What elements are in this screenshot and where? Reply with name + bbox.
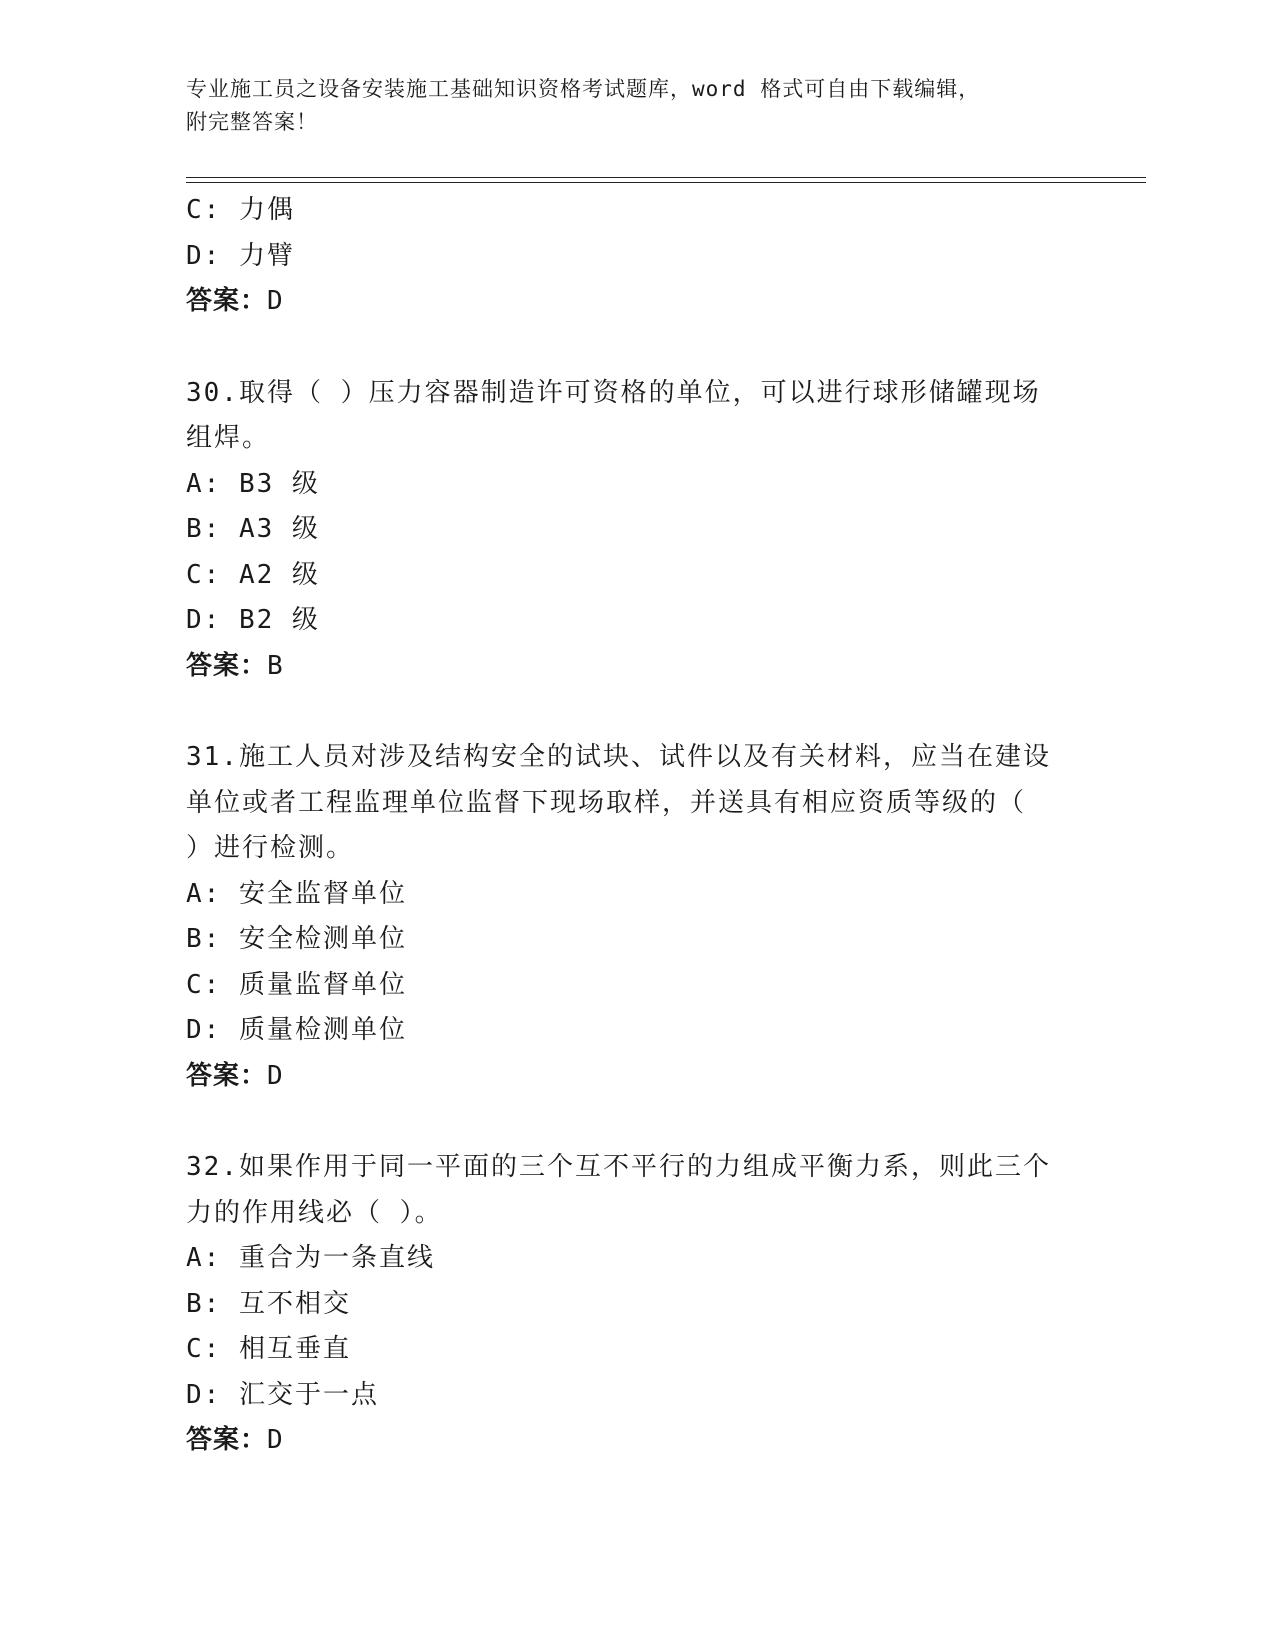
question-text: 31.施工人员对涉及结构安全的试块、试件以及有关材料，应当在建设 — [186, 742, 1051, 772]
option-a: A: B3 级 — [186, 468, 320, 499]
question-text: ）进行检测。 — [186, 833, 355, 863]
option-b: B: 安全检测单位 — [186, 924, 407, 954]
option-c: C: 力偶 — [186, 195, 295, 225]
option-c: C: A2 级 — [186, 559, 320, 590]
header-line-1: 专业施工员之设备安装施工基础知识资格考试题库，word 格式可自由下载编辑， — [186, 77, 981, 101]
answer-label: 答案： — [186, 1425, 268, 1455]
question-30 — [186, 371, 1086, 690]
header-divider-bottom — [186, 182, 1146, 183]
answer — [186, 279, 1086, 325]
question-text: 单位或者工程监理单位监督下现场取样，并送具有相应资质等级的（ — [186, 787, 1027, 818]
answer-value: D — [267, 1060, 285, 1091]
question-31 — [186, 735, 1086, 1099]
option-c: C: 质量监督单位 — [186, 969, 407, 1000]
answer — [186, 1054, 1086, 1100]
answer-label: 答案： — [186, 650, 268, 681]
option-d: D: 力臂 — [186, 240, 295, 271]
question-32 — [186, 1145, 1086, 1464]
option-a: A: 重合为一条直线 — [186, 1243, 435, 1273]
answer — [186, 644, 1086, 690]
question-text: 组焊。 — [186, 423, 271, 453]
question-gap — [186, 1099, 1086, 1145]
answer-label: 答案： — [186, 1060, 268, 1091]
header-divider-top — [186, 177, 1146, 178]
question-gap — [186, 325, 1086, 371]
question-text: 32.如果作用于同一平面的三个互不平行的力组成平衡力系，则此三个 — [186, 1152, 1051, 1182]
header-line-2: 附完整答案！ — [186, 110, 318, 134]
question-29-tail — [186, 188, 1086, 325]
option-b: B: 互不相交 — [186, 1288, 351, 1319]
question-list — [186, 188, 1086, 1464]
question-gap — [186, 689, 1086, 735]
option-d: D: B2 级 — [186, 605, 320, 635]
question-text: 力的作用线必（ ）。 — [186, 1197, 443, 1228]
option-d: D: 汇交于一点 — [186, 1379, 379, 1410]
answer — [186, 1418, 1086, 1464]
answer-value: B — [267, 650, 285, 681]
option-a: A: 安全监督单位 — [186, 878, 407, 909]
document-header — [186, 73, 1066, 139]
answer-label: 答案： — [186, 286, 268, 316]
option-c: C: 相互垂直 — [186, 1334, 351, 1364]
option-b: B: A3 级 — [186, 514, 320, 544]
answer-value: D — [267, 1425, 285, 1455]
option-d: D: 质量检测单位 — [186, 1015, 407, 1045]
answer-value: D — [267, 286, 285, 316]
question-text: 30.取得（ ）压力容器制造许可资格的单位，可以进行球形储罐现场 — [186, 377, 1041, 408]
